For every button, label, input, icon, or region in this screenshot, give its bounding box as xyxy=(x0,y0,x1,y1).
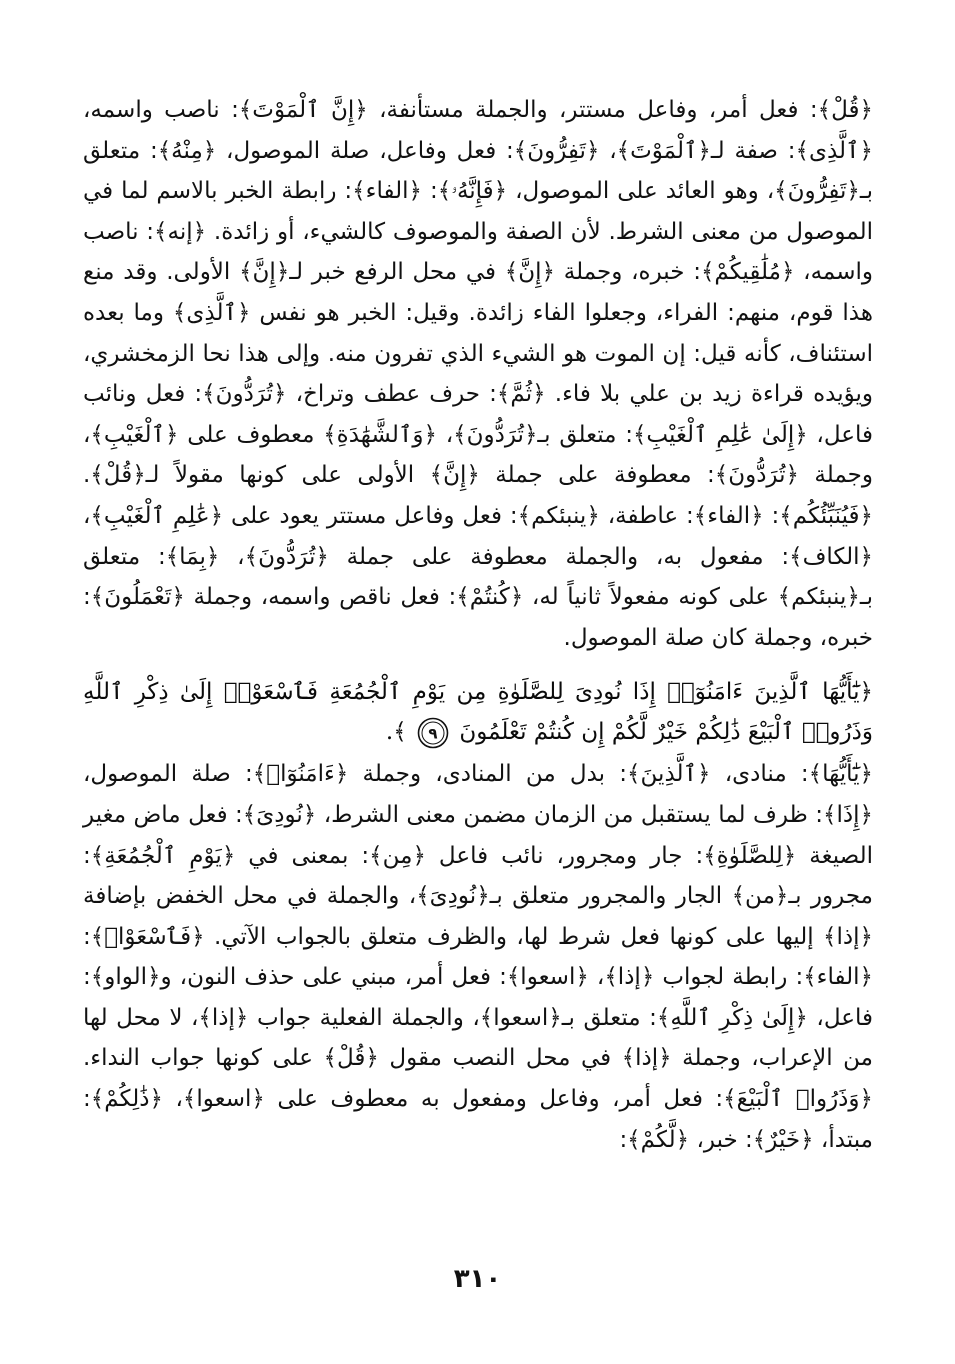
page-body xyxy=(83,90,873,1160)
ayah-number: ٩ xyxy=(428,724,438,743)
commentary-paragraph-2: ﴿يَٰٓأَيُّهَا﴾: منادى، ﴿ٱلَّذِينَ﴾: بدل من المنادى، وجملة ﴿ءَامَنُوٓا۟﴾: صلة الموصول، ﴿إِذَا﴾: ظرف لما يستقبل من الزمان مضمن معنى الشرط، ﴿نُودِىَ﴾: فعل ماض مغير الصيغة ﴿لِلصَّلَوٰةِ﴾: جار ومجرور، نائب فاعل ﴿مِن﴾: بمعنى في ﴿يَوْمِ ٱلْجُمُعَةِ﴾: مجرور بـ﴿من﴾ الجار والمجرور متعلق بـ﴿نُودِىَ﴾، والجملة في محل الخفض بإضافة ﴿إذا﴾ إليها على كونها فعل شرط لها، والظرف متعلق بالجواب الآتي. ﴿فَٱسْعَوْا۟﴾: ﴿الفاء﴾: رابطة لجواب ﴿إذا﴾، ﴿اسعوا﴾: فعل أمر، مبني على حذف النون، و﴿الواو﴾: فاعل، ﴿إِلَىٰ ذِكْرِ ٱللَّهِ﴾: متعلق بـ﴿اسعوا﴾، والجملة الفعلية جواب ﴿إذا﴾، لا محل لها من الإعراب، وجملة ﴿إذا﴾ في محل النصب مقول ﴿قُلْ﴾ على كونها جواب النداء. ﴿وَذَرُوا۟ ٱلْبَيْعَ﴾: فعل أمر، وفاعل ومفعول به معطوف على ﴿اسعوا﴾، ﴿ذَٰلِكُمْ﴾: مبتدأ، ﴿خَيْرٌ﴾: خبر، ﴿لَّكُمْ﴾: xyxy=(83,761,873,1153)
quran-verse xyxy=(83,672,873,752)
commentary-paragraph-1: ﴿قُلْ﴾: فعل أمر، وفاعل مستتر، والجملة مستأنفة، ﴿إِنَّ ٱلْمَوْتَ﴾: ناصب واسمه، ﴿ٱلَّذِى﴾: صفة لـ﴿ٱلْمَوْتَ﴾، ﴿تَفِرُّونَ﴾: فعل وفاعل، صلة الموصول، ﴿مِنْهُ﴾: متعلق بـ﴿تَفِرُّونَ﴾، وهو العائد على الموصول، ﴿فَإِنَّهُۥ﴾: ﴿الفاء﴾: رابطة الخبر بالاسم لما في الموصول من معنى الشرط. لأن الصفة والموصوف كالشيء، أو زائدة. ﴿إنه﴾: ناصب واسمه، ﴿مُلَٰقِيكُمْ﴾: خبره، وجملة ﴿إِنَّ﴾ في محل الرفع خبر لـ﴿إِنَّ﴾ الأولى. وقد منع هذا قوم، منهم: الفراء، وجعلوا الفاء زائدة. وقيل: الخبر هو نفس ﴿ٱلَّذِى﴾ وما بعده استئناف، كأنه قيل: إن الموت هو الشيء الذي تفرون منه. وإلى هذا نحا الزمخشري، ويؤيده قراءة زيد بن علي بلا فاء. ﴿ثُمَّ﴾: حرف عطف وتراخ، ﴿تُرَدُّونَ﴾: فعل ونائب فاعل، ﴿إِلَىٰ عَٰلِمِ ٱلْغَيْبِ﴾: متعلق بـ﴿تُرَدُّونَ﴾، ﴿وَٱلشَّهَٰدَةِ﴾ معطوف على ﴿ٱلْغَيْبِ﴾، وجملة ﴿تُرَدُّونَ﴾: معطوفة على جملة ﴿إِنَّ﴾ الأولى على كونها مقولاً لـ﴿قُلْ﴾. ﴿فَيُنَبِّئُكُم﴾: ﴿الفاء﴾: عاطفة، ﴿ينبئكم﴾: فعل وفاعل مستتر يعود على ﴿عَٰلِمِ ٱلْغَيْبِ﴾، ﴿الكاف﴾: مفعول به، والجملة معطوفة على جملة ﴿تُرَدُّونَ﴾، ﴿بِمَا﴾: متعلق بـ﴿ينبئكم﴾ على كونه مفعولاً ثانياً له، ﴿كُنتُمْ﴾: فعل ناقص واسمه، وجملة ﴿تَعْمَلُونَ﴾: خبره، وجملة كان صلة الموصول. xyxy=(83,97,873,651)
page-number: ٣١٠ xyxy=(453,1264,502,1294)
verse-text: ﴿يَٰٓأَيُّهَا ٱلَّذِينَ ءَامَنُوٓا۟ إِذَا نُودِىَ لِلصَّلَوٰةِ مِن يَوْمِ ٱلْجُمُعَةِ فَٱسْعَوْا۟ إِلَىٰ ذِكْرِ ٱللَّهِ وَذَرُوا۟ ٱلْبَيْعَ ذَٰلِكُمْ خَيْرٌ لَّكُمْ إِن كُنتُمْ تَعْلَمُونَ xyxy=(83,679,873,746)
ayah-number-marker-icon xyxy=(416,716,450,750)
verse-closing: ﴾. xyxy=(385,719,407,746)
